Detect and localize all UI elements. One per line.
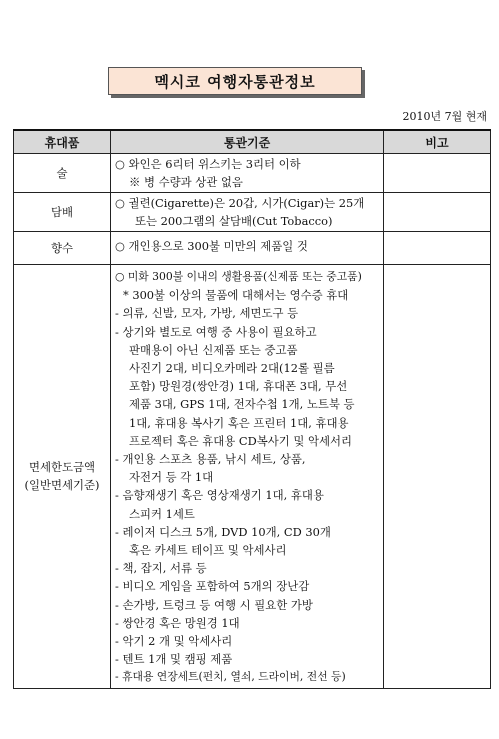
document-title [108, 67, 362, 95]
rule-line: - 비디오 게임을 포함하여 5개의 장난감 [115, 579, 310, 594]
rule-line: * 300불 이상의 물품에 대해서는 영수증 휴대 [123, 288, 349, 303]
standard-alcohol [111, 154, 384, 193]
note-alcohol [384, 154, 491, 193]
rule-line: ※ 병 수량과 상관 없음 [129, 175, 243, 190]
item-tobacco: 담배 [14, 193, 111, 232]
rule-line: - 책, 잡지, 서류 등 [115, 561, 207, 576]
row-perfume [14, 232, 491, 265]
header-row [14, 130, 491, 154]
rule-line: - 의류, 신발, 모자, 가방, 세면도구 등 [115, 306, 299, 321]
customs-table [13, 129, 491, 689]
header-item: 휴대품 [14, 130, 111, 154]
rule-line: 제품 3대, GPS 1대, 전자수첩 1개, 노트북 등 [129, 397, 355, 412]
item-alcohol: 술 [14, 154, 111, 193]
standard-dutyfree [111, 265, 384, 689]
standard-perfume [111, 232, 384, 265]
rule-line: - 상기와 별도로 여행 중 사용이 필요하고 [115, 324, 317, 339]
rule-line: 또는 200그램의 살담배(Cut Tobacco) [135, 214, 333, 229]
rule-line: - 텐트 1개 및 캠핑 제품 [115, 652, 233, 667]
note-tobacco [384, 193, 491, 232]
row-alcohol [14, 154, 491, 193]
rule-line: 자전거 등 각 1대 [129, 470, 214, 485]
date-note: 2010년 7월 현재 [402, 110, 487, 123]
rule-line: - 음향재생기 혹은 영상재생기 1대, 휴대용 [115, 488, 324, 503]
rule-line: 스피커 1세트 [129, 506, 195, 521]
rule-line: - 휴대용 연장세트(펀치, 열쇠, 드라이버, 전선 등) [115, 670, 346, 684]
rule-line: 포함) 망원경(쌍안경) 1대, 휴대폰 3대, 무선 [129, 379, 348, 394]
rule-line: ○ 미화 300불 이내의 생활용품(신제품 또는 중고품) [115, 270, 362, 283]
rule-line: 혹은 카세트 테이프 및 악세사리 [129, 543, 287, 558]
item-perfume: 향수 [14, 232, 111, 265]
rule-line: 1대, 휴대용 복사기 혹은 프린터 1대, 휴대용 [129, 415, 349, 430]
rule-line: - 개인용 스포츠 용품, 낚시 세트, 상품, [115, 452, 306, 467]
item-dutyfree [14, 265, 111, 689]
title-text: 멕시코 여행자통관정보 [154, 72, 316, 91]
standard-tobacco [111, 193, 384, 232]
item-dutyfree-label: 면세한도금액 [28, 460, 96, 475]
row-tobacco [14, 193, 491, 232]
header-standard: 통관기준 [111, 130, 384, 154]
rule-line: ○ 개인용으로 300불 미만의 제품일 것 [115, 239, 308, 253]
rule-line: 사진기 2대, 비디오카메라 2대(12롤 필름 [129, 361, 335, 376]
rule-line: - 손가방, 트렁크 등 여행 시 필요한 가방 [115, 597, 313, 612]
item-dutyfree-sub: (일반면세기준) [24, 478, 100, 493]
note-dutyfree [384, 265, 491, 689]
note-perfume [384, 232, 491, 265]
header-note: 비고 [384, 130, 491, 154]
rule-line: 프로젝터 혹은 휴대용 CD복사기 및 악세서리 [129, 433, 353, 448]
rule-line: - 레이저 디스크 5개, DVD 10개, CD 30개 [115, 524, 331, 539]
rule-line: 판매용이 아닌 신제품 또는 중고품 [129, 342, 298, 357]
rule-line: - 쌍안경 혹은 망원경 1대 [115, 615, 240, 630]
row-dutyfree [14, 265, 491, 689]
rule-line: - 악기 2 개 및 악세사리 [115, 634, 233, 649]
rule-line: ○ 궐련(Cigarette)은 20갑, 시가(Cigar)는 25개 [115, 196, 365, 210]
rule-line: ○ 와인은 6리터 위스키는 3리터 이하 [115, 157, 301, 171]
